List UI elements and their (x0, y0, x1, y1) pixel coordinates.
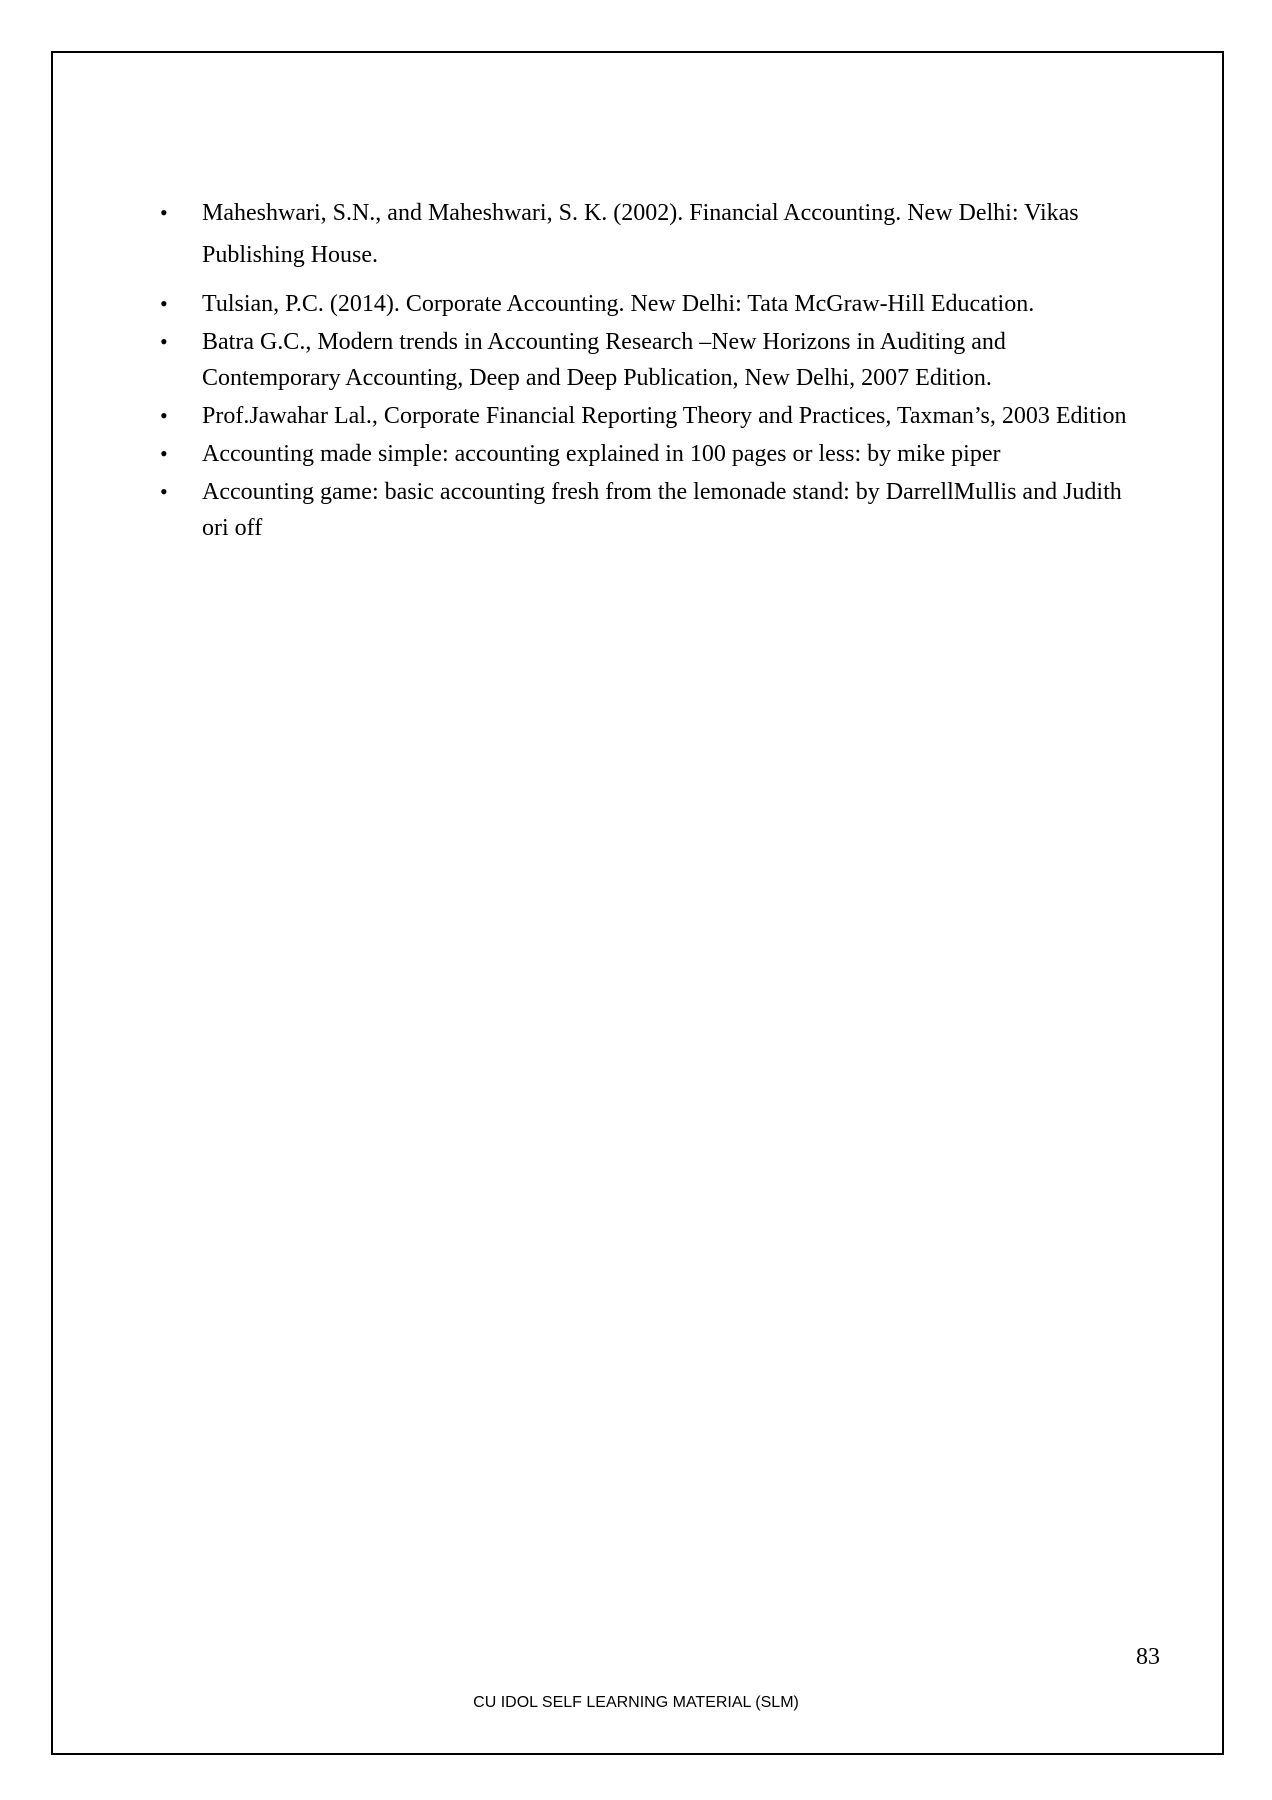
bullet-icon: • (160, 479, 168, 504)
reference-text: Prof.Jawahar Lal., Corporate Financial Reporting Theory and Practices, Taxman’s, 2003 Edition (202, 403, 1127, 429)
bullet-icon: • (160, 403, 168, 428)
footer-text: CU IDOL SELF LEARNING MATERIAL (SLM) (473, 1694, 799, 1711)
reference-item (160, 324, 1150, 396)
reference-text: Accounting made simple: accounting explained in 100 pages or less: by mike piper (202, 441, 1001, 467)
bullet-icon: • (160, 291, 168, 316)
reference-text: Tulsian, P.C. (2014). Corporate Accounting. New Delhi: Tata McGraw-Hill Education. (202, 291, 1035, 317)
bullet-icon: • (160, 441, 168, 466)
reference-text: Maheshwari, S.N., and Maheshwari, S. K. (2002). Financial Accounting. New Delhi: Vikas Publishing House. (202, 200, 1079, 268)
reference-item (160, 436, 1150, 472)
reference-item (160, 398, 1150, 434)
reference-item (160, 474, 1150, 546)
reference-text: Batra G.C., Modern trends in Accounting Research –New Horizons in Auditing and Contemporary Accounting, Deep and Deep Publication, New Delhi, 2007 Edition. (202, 329, 1006, 391)
bullet-icon: • (160, 329, 168, 354)
bullet-icon: • (160, 200, 168, 225)
reference-item (160, 286, 1150, 322)
references-list (160, 192, 1150, 548)
page-number: 83 (1136, 1644, 1160, 1670)
reference-text: Accounting game: basic accounting fresh from the lemonade stand: by DarrellMullis and Judith ori off (202, 479, 1122, 541)
reference-item (160, 192, 1150, 276)
